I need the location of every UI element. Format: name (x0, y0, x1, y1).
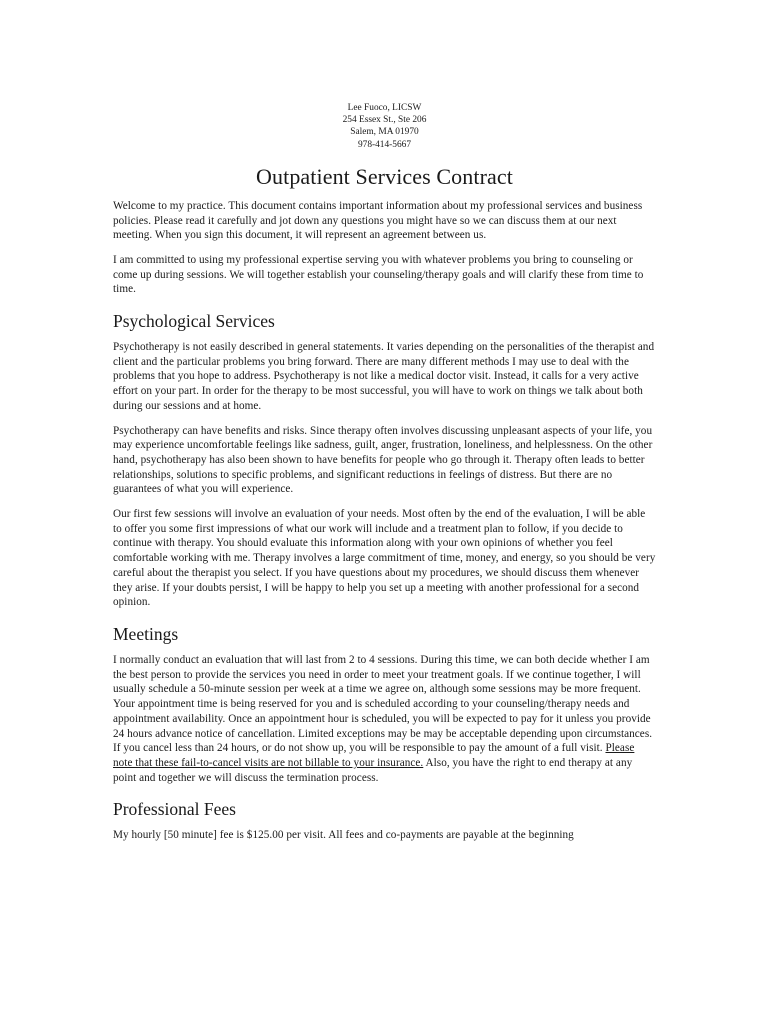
letterhead (113, 102, 656, 151)
meetings-underlined-notice: Please note that these fail-to-cancel visits are not billable to your insurance. (113, 742, 635, 769)
letterhead-city: Salem, MA 01970 (350, 127, 419, 138)
psych-services-paragraph-3: Our first few sessions will involve an evaluation of your needs. Most often by the end of the evaluation, I will be able to offer you some first impressions of what our work will include and a treatment plan to follow, if you decide to continue with therapy. You should evaluate this information along with your own opinions of whether you feel comfortable working with me. Therapy involves a large commitment of time, money, and energy, so you should be very careful about the therapist you select. If you have questions about my procedures, we should discuss them whenever they arise. If your doubts persist, I will be happy to help you set up a meeting with another professional for a second opinion. (113, 508, 656, 609)
document-title: Outpatient Services Contract (256, 163, 513, 189)
letterhead-phone: 978-414-5667 (357, 139, 412, 150)
meetings-text-after: Also, you have the right to end therapy at any point and together we will discuss the termination process. (113, 756, 633, 784)
psych-services-paragraph-2: Psychotherapy can have benefits and risks. Since therapy often involves discussing unpleasant aspects of your life, you may experience uncomfortable feelings like sadness, guilt, anger, frustration, loneliness, and helplessness. On the other hand, psychotherapy has also been shown to have benefits for people who go through it. Therapy often leads to better relationships, solutions to specific problems, and significant reductions in feelings of distress. But there are no guarantees of what you will experience. (113, 424, 653, 496)
section-heading-meetings: Meetings (113, 623, 179, 644)
meetings-text-before: I normally conduct an evaluation that will last from 2 to 4 sessions. During this time, we can both decide whether I am the best person to provide the services you need in order to meet your treatment goals. If we continue together, I will usually schedule a 50-minute session per week at a time we agree on, although some sessions may be more frequent. Your appointment time is being reserved for you and is scheduled according to your counseling/therapy needs and appointment availability. Once an appointment hour is scheduled, you will be expected to pay for it unless you provide 24 hours advance notice of cancellation. Limited exceptions may be may be acceptable depending upon circumstances. If you cancel less than 24 hours, or do not show up, you will be responsible to pay the amount of a full visit. (113, 653, 653, 755)
section-heading-psychological-services: Psychological Services (113, 311, 275, 332)
meetings-paragraph-1 (113, 653, 656, 785)
fees-paragraph-1: My hourly [50 minute] fee is $125.00 per visit. All fees and co-payments are payable at the beginning (113, 829, 574, 842)
intro-paragraph-1: Welcome to my practice. This document contains important information about my professional services and business policies. Please read it carefully and jot down any questions you might have so we can discuss them at our next meeting. When you sign this document, it will represent an agreement between us. (113, 199, 643, 242)
document-body (113, 102, 656, 853)
letterhead-street: 254 Essex St., Ste 206 (342, 115, 427, 126)
section-heading-professional-fees: Professional Fees (113, 799, 236, 820)
intro-paragraph-2: I am committed to using my professional expertise serving you with whatever problems you bring to counseling or come up during sessions. We will together establish your counseling/therapy goals and will clarify these from time to time. (113, 253, 644, 296)
letterhead-name: Lee Fuoco, LICSW (347, 103, 422, 113)
psych-services-paragraph-1: Psychotherapy is not easily described in general statements. It varies depending on the personalities of the therapist and client and the particular problems you bring forward. There are many different methods I may use to deal with the problems that you hope to address. Psychotherapy is not like a medical doctor visit. Instead, it calls for a very active effort on your part. In order for the therapy to be most successful, you will have to work on things we talk about both during our sessions and at home. (113, 341, 655, 412)
